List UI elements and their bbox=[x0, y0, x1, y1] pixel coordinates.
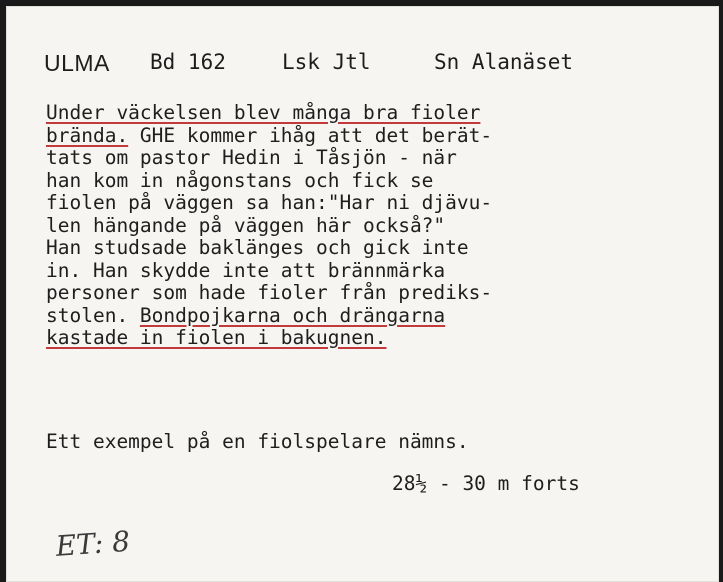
archive-label: ULMA bbox=[44, 50, 110, 76]
underlined-phrase: Bondpojkarna och drängarna bbox=[139, 303, 446, 327]
volume-label: Bd 162 bbox=[150, 50, 226, 74]
body-line: Under väckelsen blev många bra fioler bbox=[46, 101, 481, 124]
body-line: fiolen på väggen sa han:"Har ni djävu- bbox=[46, 191, 493, 214]
body-line: in. Han skydde inte att brännmärka bbox=[46, 258, 446, 282]
body-line-start: stolen. bbox=[46, 303, 140, 327]
body-line: len hängande på väggen här också?" bbox=[46, 213, 446, 237]
body-line: Han studsade baklänges och gick inte bbox=[46, 236, 469, 259]
body-line: han kom in någonstans och fick se bbox=[46, 168, 434, 192]
body-line: personer som hade fioler från prediks- bbox=[46, 281, 493, 304]
body-line-rest: GHE kommer ihåg att det berät- bbox=[128, 123, 493, 147]
parish-label: Sn Alanäset bbox=[434, 50, 574, 74]
underlined-word: brända. bbox=[46, 123, 129, 147]
footnote-text: Ett exempel på en fiolspelare nämns. bbox=[46, 430, 469, 453]
handwritten-stamp: ET: 8 bbox=[54, 524, 132, 563]
body-line bbox=[46, 125, 686, 148]
body-line: kastade in fiolen i bakugnen. bbox=[46, 326, 387, 349]
archive-card bbox=[6, 6, 719, 582]
reference-number: 28½ - 30 m forts bbox=[392, 472, 580, 495]
body-line bbox=[46, 305, 686, 328]
district-label: Lsk Jtl bbox=[282, 50, 371, 74]
body-line: tats om pastor Hedin i Tåsjön - när bbox=[46, 146, 457, 169]
card-body-text bbox=[46, 102, 686, 350]
